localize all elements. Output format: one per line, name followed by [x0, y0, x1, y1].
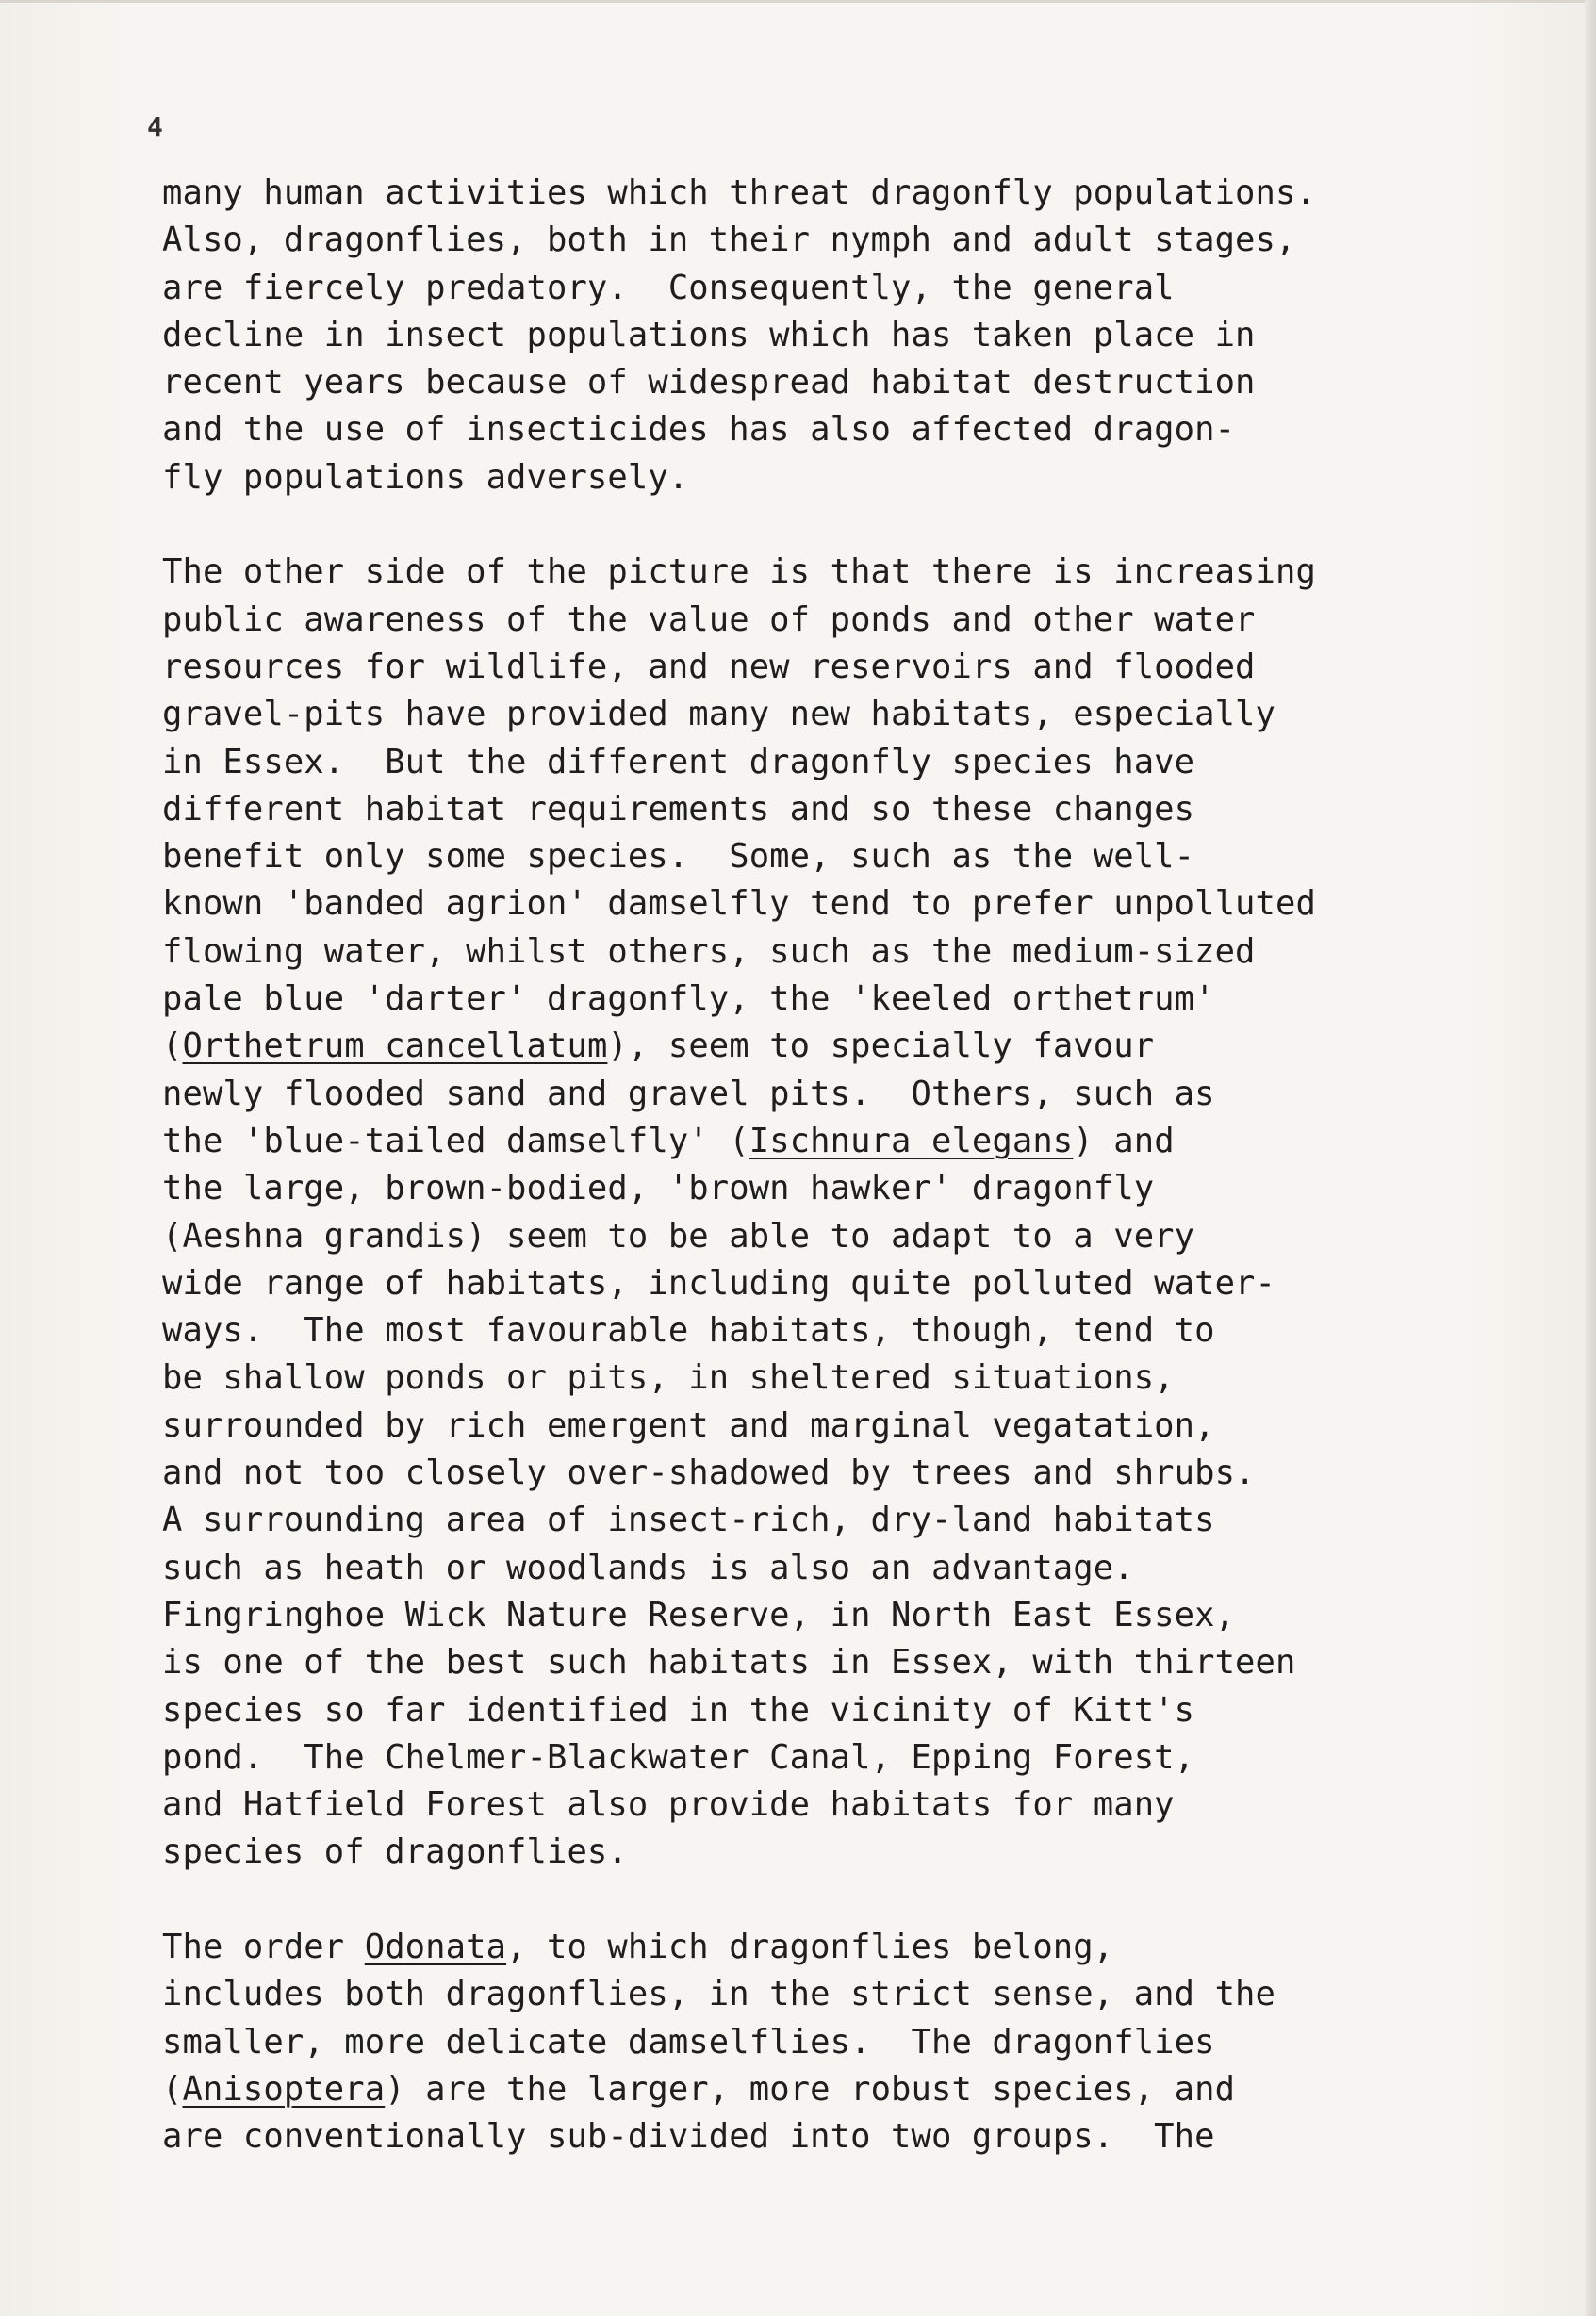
text-segment: ) and: [1073, 1121, 1175, 1160]
text-line: [162, 1355, 1520, 1402]
text-line: [162, 1545, 1520, 1592]
text-segment: The other side of the picture is that there is increasing: [162, 552, 1316, 592]
text-segment: and the use of insecticides has also affected dragon-: [162, 410, 1236, 450]
text-segment: surrounded by rich emergent and marginal vegatation,: [162, 1405, 1215, 1445]
text-segment: wide range of habitats, including quite polluted water-: [162, 1263, 1276, 1303]
text-line: [162, 359, 1520, 406]
text-segment: pale blue 'darter' dragonfly, the 'keeled orthetrum': [162, 979, 1215, 1019]
text-line: [162, 1023, 1520, 1070]
text-line: [162, 1213, 1520, 1260]
text-line: [162, 786, 1520, 833]
text-segment: known 'banded agrion' damselfly tend to prefer unpolluted: [162, 884, 1316, 924]
text-segment: newly flooded sand and gravel pits. Others, such as: [162, 1074, 1215, 1113]
text-segment: benefit only some species. Some, such as the well-: [162, 837, 1195, 877]
text-line: [162, 928, 1520, 976]
text-segment: The order: [162, 1927, 365, 1966]
text-line: [162, 1592, 1520, 1639]
text-segment: the large, brown-bodied, 'brown hawker' dragonfly: [162, 1169, 1155, 1208]
text-line: [162, 1403, 1520, 1450]
text-line: [162, 833, 1520, 880]
text-line: [162, 1450, 1520, 1497]
text-line: [162, 2019, 1520, 2066]
text-segment: (: [162, 1027, 183, 1066]
text-line: [162, 2066, 1520, 2113]
text-segment: and Hatfield Forest also provide habitats for many: [162, 1785, 1175, 1825]
text-segment: such as heath or woodlands is also an advantage.: [162, 1548, 1134, 1587]
text-line: [162, 739, 1520, 786]
text-line: [162, 1829, 1520, 1876]
underlined-term: Odonata: [364, 1927, 507, 1966]
underlined-term: Orthetrum cancellatum: [182, 1027, 608, 1066]
text-line: [162, 1782, 1520, 1829]
text-segment: ), seem to specially favour: [607, 1027, 1155, 1066]
text-segment: includes both dragonflies, in the strict sense, and the: [162, 1975, 1276, 2014]
page-top-edge: [0, 0, 1596, 3]
text-segment: , to which dragonflies belong,: [506, 1927, 1114, 1966]
text-segment: Also, dragonflies, both in their nymph and adult stages,: [162, 221, 1296, 260]
text-segment: A surrounding area of insect-rich, dry-land habitats: [162, 1501, 1215, 1540]
underlined-term: Anisoptera: [182, 2069, 386, 2109]
text-segment: fly populations adversely.: [162, 457, 689, 497]
text-segment: species so far identified in the vicinity of Kitt's: [162, 1690, 1195, 1730]
text-segment: resources for wildlife, and new reservoirs and flooded: [162, 647, 1256, 686]
text-line: [162, 1260, 1520, 1307]
paragraph: [162, 170, 1520, 501]
page-right-edge: [1585, 0, 1596, 2316]
text-line: [162, 1118, 1520, 1165]
text-line: [162, 1639, 1520, 1686]
text-segment: are fiercely predatory. Consequently, the general: [162, 268, 1175, 307]
text-segment: Fingringhoe Wick Nature Reserve, in North East Essex,: [162, 1595, 1236, 1634]
text-line: [162, 217, 1520, 264]
text-line: [162, 1971, 1520, 2018]
paragraph: [162, 549, 1520, 1876]
text-line: [162, 1307, 1520, 1355]
text-segment: public awareness of the value of ponds and other water: [162, 600, 1256, 639]
text-segment: gravel-pits have provided many new habitats, especially: [162, 695, 1276, 734]
text-segment: many human activities which threat dragonfly populations.: [162, 173, 1316, 212]
text-line: [162, 1497, 1520, 1544]
page-number: 4: [147, 111, 163, 142]
paragraph-gap: [162, 1877, 1520, 1924]
text-segment: different habitat requirements and so these changes: [162, 789, 1195, 829]
text-segment: be shallow ponds or pits, in sheltered situations,: [162, 1358, 1175, 1398]
text-line: [162, 406, 1520, 453]
text-segment: pond. The Chelmer-Blackwater Canal, Epping Forest,: [162, 1737, 1195, 1777]
text-line: [162, 976, 1520, 1023]
paragraph-gap: [162, 501, 1520, 549]
text-segment: ways. The most favourable habitats, though, tend to: [162, 1311, 1215, 1351]
text-segment: is one of the best such habitats in Essex, with thirteen: [162, 1643, 1296, 1683]
text-line: [162, 1734, 1520, 1782]
paragraph: [162, 1924, 1520, 2160]
text-line: [162, 880, 1520, 928]
body-text: [162, 170, 1520, 2160]
text-line: [162, 691, 1520, 738]
text-segment: ) are the larger, more robust species, and: [385, 2069, 1236, 2109]
text-segment: and not too closely over-shadowed by trees and shrubs.: [162, 1454, 1256, 1493]
text-segment: decline in insect populations which has taken place in: [162, 315, 1256, 354]
underlined-term: Ischnura elegans: [749, 1121, 1074, 1160]
text-line: [162, 1165, 1520, 1212]
text-line: [162, 644, 1520, 691]
text-segment: in Essex. But the different dragonfly species have: [162, 742, 1195, 781]
text-line: [162, 549, 1520, 596]
text-line: [162, 597, 1520, 644]
text-line: [162, 2113, 1520, 2160]
text-segment: (Aeshna grandis) seem to be able to adapt to a very: [162, 1216, 1195, 1256]
text-segment: the 'blue-tailed damselfly' (: [162, 1121, 749, 1160]
text-segment: species of dragonflies.: [162, 1832, 628, 1872]
text-segment: (: [162, 2069, 183, 2109]
text-line: [162, 1924, 1520, 1971]
text-line: [162, 454, 1520, 501]
text-line: [162, 265, 1520, 312]
text-segment: are conventionally sub-divided into two groups. The: [162, 2117, 1215, 2157]
text-line: [162, 312, 1520, 359]
text-line: [162, 1071, 1520, 1118]
text-line: [162, 1687, 1520, 1734]
text-segment: recent years because of widespread habitat destruction: [162, 363, 1256, 402]
text-line: [162, 170, 1520, 217]
text-segment: flowing water, whilst others, such as the medium-sized: [162, 931, 1256, 971]
text-segment: smaller, more delicate damselflies. The dragonflies: [162, 2022, 1215, 2061]
